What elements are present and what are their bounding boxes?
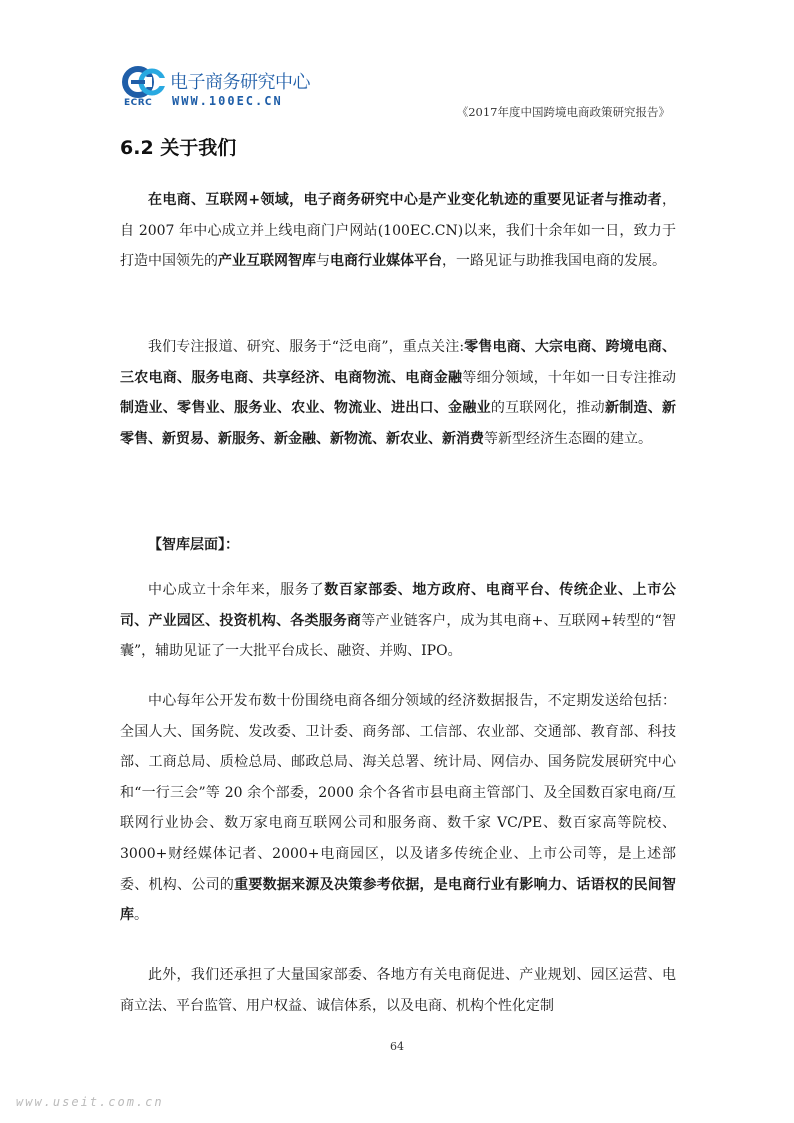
paragraph-intro (120, 185, 676, 277)
paragraph-reports (120, 686, 676, 931)
logo-abbreviation: ECRC (124, 98, 153, 108)
text-run: 中心每年公开发布数十份围绕电商各细分领域的经济数据报告，不定期发送给包括：全国人大、国务院、发改委、卫计委、商务部、工信部、农业部、交通部、教育部、科技部、工商总局、质检总局、邮政总局、海关总署、统计局、网信办、国务院发展研究中心和“一行三会”等 20 余个部委，2000 余个各省市县电商主管部门、及全国数百家电商/互联网行业协会、数万家电商互联网公司和服务商、数千家 VC/PE、数百家高等院校、3000+财经媒体记者、2000+电商园区，以及诸多传统企业、上市公司等，是上述部委、机构、公司的 (120, 693, 676, 893)
bold-text-run: 制造业、零售业、服务业、农业、物流业、进出口、金融业 (120, 400, 491, 417)
text-run: 我们专注报道、研究、服务于“泛电商”，重点关注: (148, 339, 465, 355)
text-run: 等细分领域，十年如一日专注推动 (462, 369, 677, 386)
text-run: 此外，我们还承担了大量国家部委、各地方有关电商促进、产业规划、园区运营、电商立法、平台监管、用户权益、诚信体系，以及电商、机构个性化定制 (120, 967, 676, 1014)
logo-name: 电子商务研究中心 (170, 72, 310, 93)
text-run: 。 (134, 907, 148, 924)
paragraph-services (120, 575, 676, 667)
bold-text-run: 产业互联网智库 (218, 253, 316, 270)
text-run: ，自 2007 年中心成立并上线电商门户网站(100EC.CN)以来，我们十余年如一日，致力于打造中国领先的 (120, 192, 676, 270)
ecrc-logo (122, 64, 312, 110)
bold-text-run: 重要数据来源及决策参考依据，是电商行业有影响力、话语权的民间智库 (120, 876, 677, 924)
text-run: 中心成立十余年来，服务了 (148, 582, 325, 598)
bold-text-run: 零售电商、大宗电商、跨境电商、三农电商、服务电商、共享经济、电商物流、电商金融 (120, 339, 677, 386)
bold-text-run: 在电商、互联网+领域，电子商务研究中心是产业变化轨迹的重要见证者与推动者 (148, 192, 662, 208)
bold-text-run: 数百家部委、地方政府、电商平台、传统企业、上市公司、产业园区、投资机构、各类服务商 (120, 582, 677, 629)
subhead-think-tank: 【智库层面】： (148, 537, 239, 553)
page-number: 64 (390, 1040, 404, 1053)
text-run: 的互联网化，推动 (490, 400, 605, 417)
text-run: 等新型经济生态圈的建立。 (484, 430, 652, 447)
report-title: 《2017年度中国跨境电商政策研究报告》 (456, 105, 670, 119)
paragraph-focus (120, 332, 676, 454)
section-title: 6.2 关于我们 (120, 137, 237, 159)
watermark: www.useit.com.cn (16, 1095, 164, 1109)
paragraph-additional (120, 960, 676, 1021)
bold-text-run: 电商行业媒体平台 (330, 253, 442, 270)
text-run: 等产业链客户，成为其电商+、互联网+转型的“智囊”，辅助见证了一大批平台成长、融资、并购、IPO。 (120, 612, 676, 660)
logo-url: WWW.100EC.CN (172, 94, 283, 108)
bold-text-run: 新制造、新零售、新贸易、新服务、新金融、新物流、新农业、新消费 (120, 400, 677, 447)
text-run: ，一路见证与助推我国电商的发展。 (442, 253, 666, 270)
text-run: 与 (316, 253, 330, 270)
ecrc-logo-icon (122, 66, 166, 98)
